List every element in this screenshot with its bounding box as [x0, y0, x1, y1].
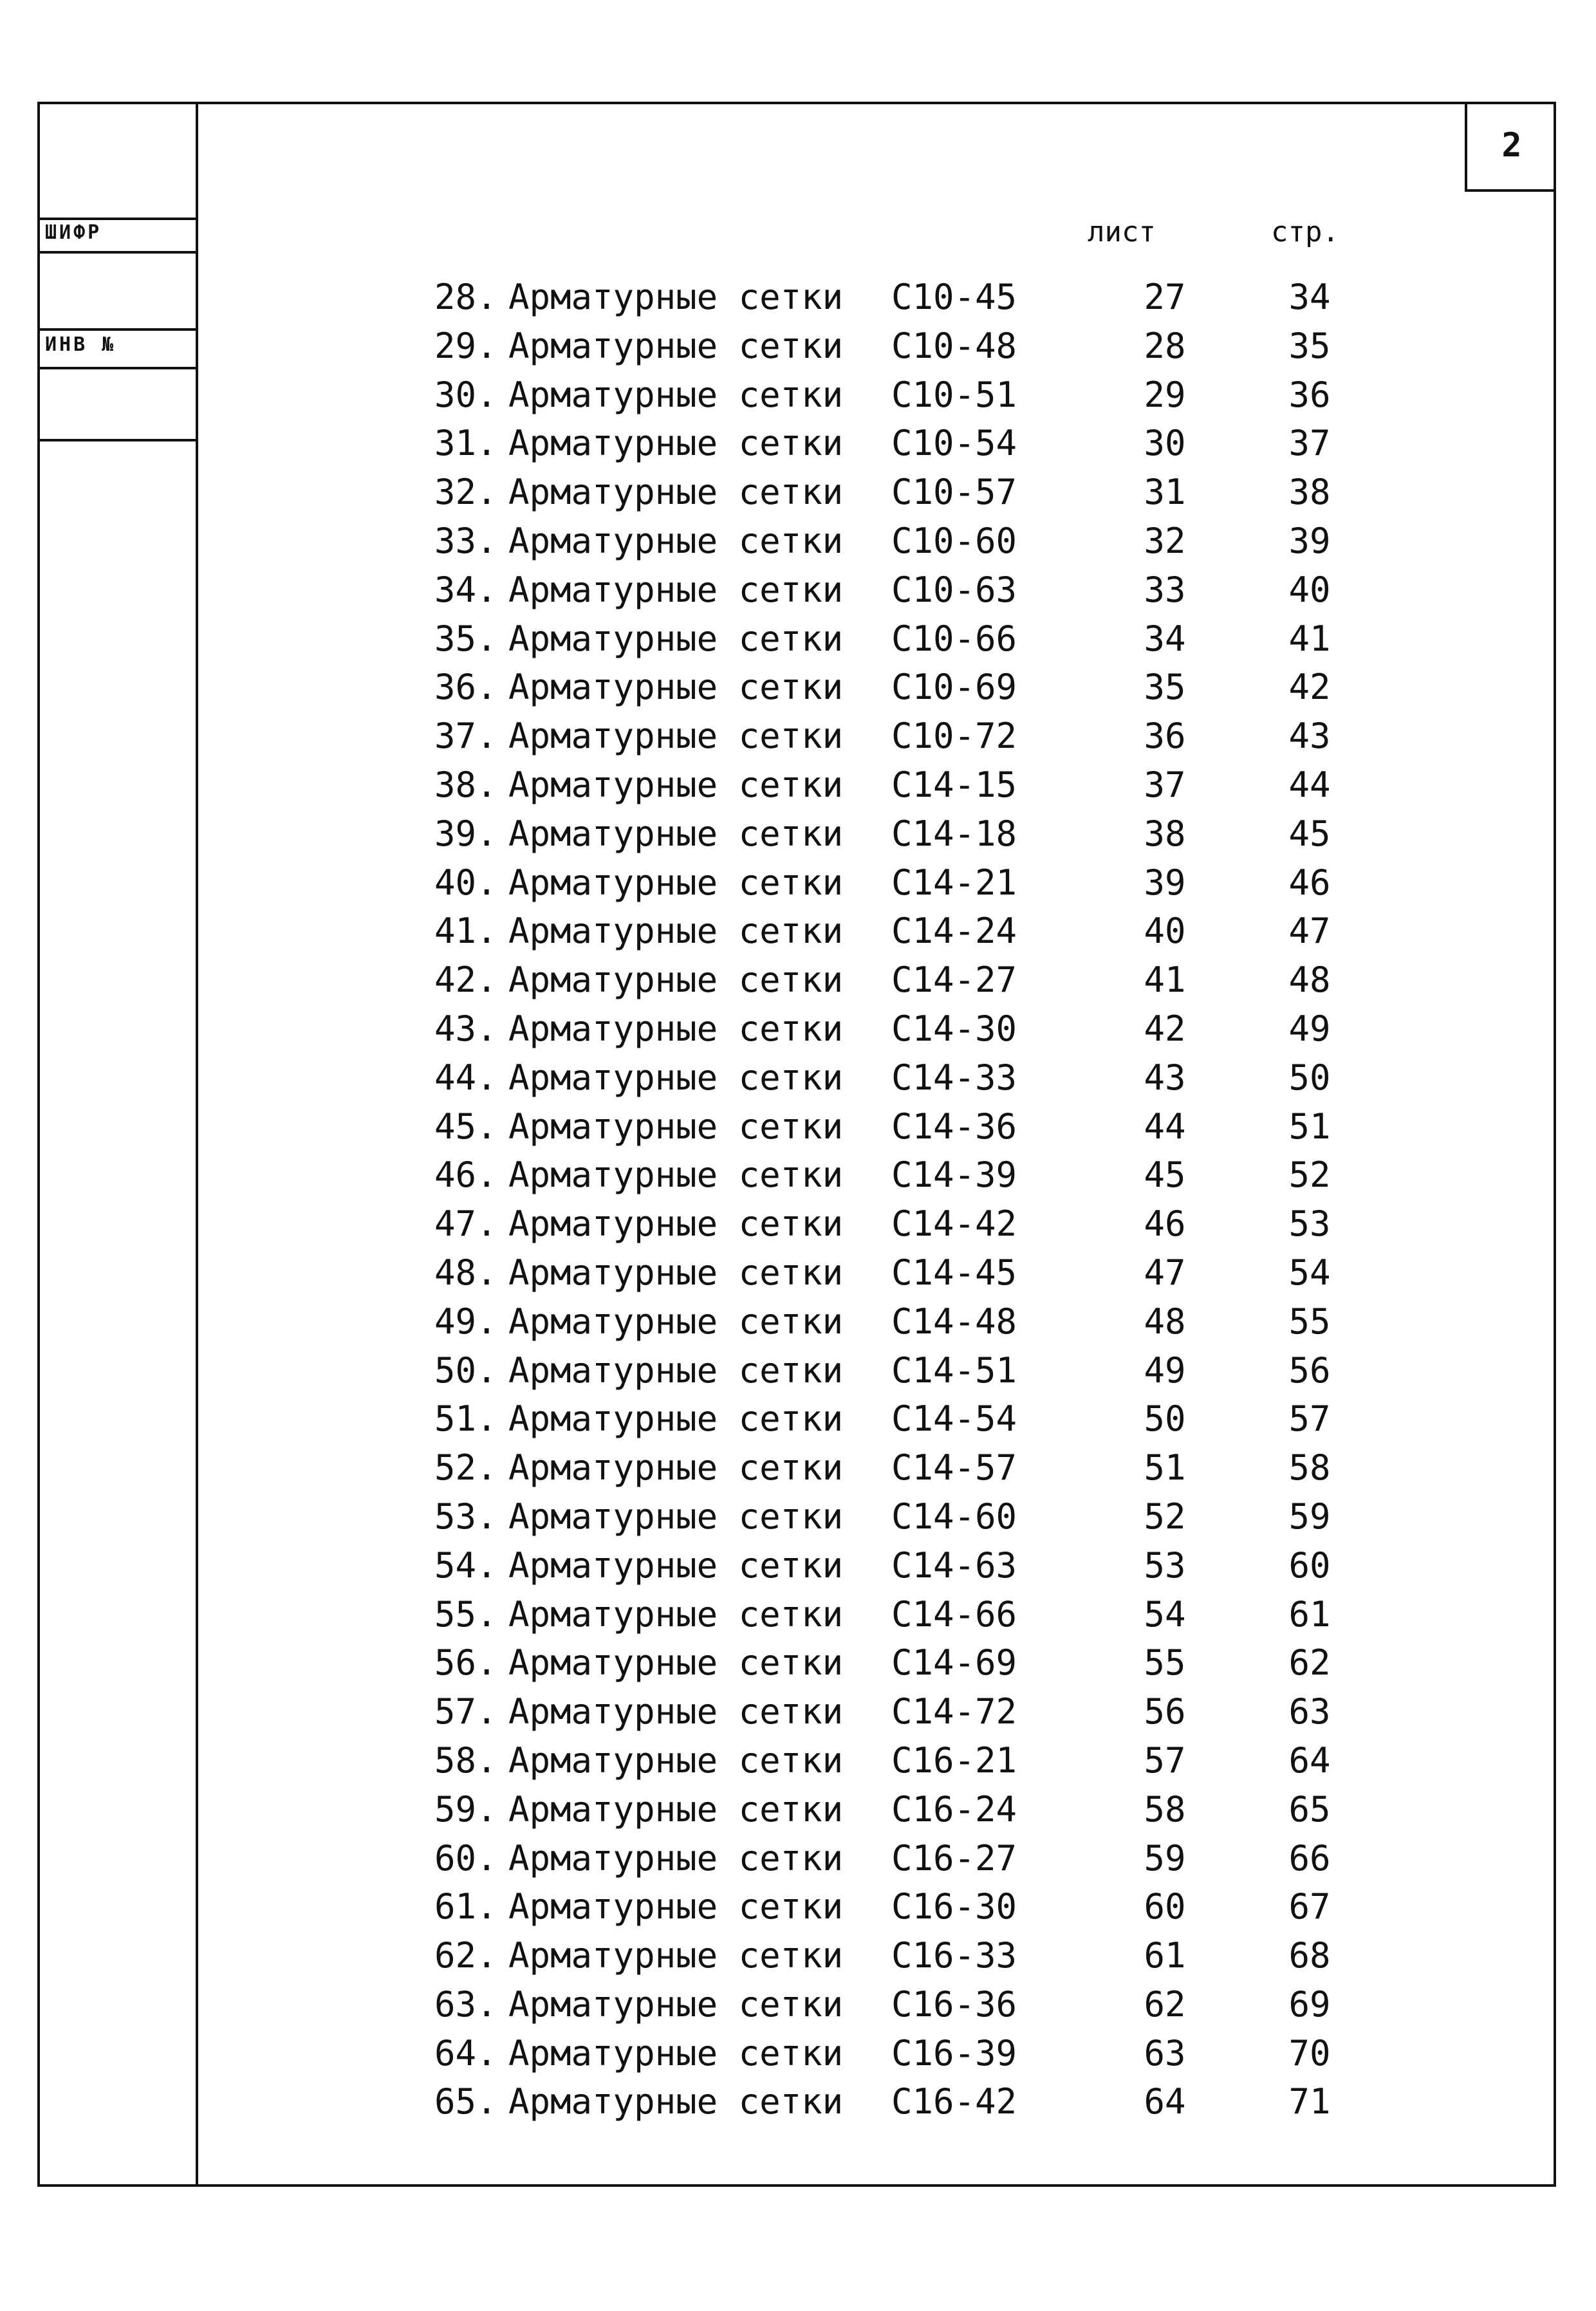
item-number: 32.: [434, 472, 497, 513]
item-name: Арматурные сетки: [508, 1788, 844, 1830]
list-item: [0, 423, 1596, 472]
item-number: 45.: [434, 1106, 497, 1147]
item-page: 35: [1288, 325, 1331, 366]
item-number: 60.: [434, 1837, 497, 1879]
item-name: Арматурные сетки: [508, 1691, 844, 1732]
item-sheet: 44: [1144, 1106, 1186, 1147]
item-name: Арматурные сетки: [508, 716, 844, 757]
item-name: Арматурные сетки: [508, 1252, 844, 1293]
item-code: С10-54: [891, 423, 1017, 464]
list-item: [0, 1496, 1596, 1545]
page-number: 2: [1465, 102, 1556, 192]
item-page: 71: [1288, 2081, 1331, 2122]
contents-list: [0, 277, 1596, 2130]
item-page: 36: [1288, 374, 1331, 415]
item-page: 47: [1288, 911, 1331, 952]
list-item: [0, 1057, 1596, 1106]
item-name: Арматурные сетки: [508, 1740, 844, 1781]
header-page: стр.: [1271, 216, 1339, 248]
item-page: 59: [1288, 1496, 1331, 1537]
item-number: 37.: [434, 716, 497, 757]
item-sheet: 59: [1144, 1837, 1186, 1879]
item-number: 55.: [434, 1593, 497, 1635]
item-number: 30.: [434, 374, 497, 415]
item-sheet: 58: [1144, 1788, 1186, 1830]
list-item: [0, 1106, 1596, 1155]
item-code: С16-42: [891, 2081, 1017, 2122]
item-page: 52: [1288, 1155, 1331, 1196]
item-sheet: 60: [1144, 1886, 1186, 1927]
item-name: Арматурные сетки: [508, 1008, 844, 1049]
item-name: Арматурные сетки: [508, 1203, 844, 1245]
list-item: [0, 521, 1596, 570]
item-page: 69: [1288, 1983, 1331, 2025]
item-code: С14-42: [891, 1203, 1017, 1245]
item-sheet: 56: [1144, 1691, 1186, 1732]
list-item: [0, 1203, 1596, 1252]
item-name: Арматурные сетки: [508, 472, 844, 513]
item-code: С14-66: [891, 1593, 1017, 1635]
item-name: Арматурные сетки: [508, 2032, 844, 2074]
item-name: Арматурные сетки: [508, 1155, 844, 1196]
item-page: 65: [1288, 1788, 1331, 1830]
item-code: С14-24: [891, 911, 1017, 952]
list-item: [0, 1740, 1596, 1789]
item-sheet: 41: [1144, 960, 1186, 1001]
item-page: 60: [1288, 1545, 1331, 1586]
item-name: Арматурные сетки: [508, 1301, 844, 1342]
item-page: 70: [1288, 2032, 1331, 2074]
list-item: [0, 862, 1596, 911]
item-page: 63: [1288, 1691, 1331, 1732]
item-number: 53.: [434, 1496, 497, 1537]
list-item: [0, 911, 1596, 960]
item-name: Арматурные сетки: [508, 1057, 844, 1098]
list-item: [0, 618, 1596, 667]
item-code: С14-57: [891, 1447, 1017, 1489]
list-item: [0, 1008, 1596, 1057]
item-page: 51: [1288, 1106, 1331, 1147]
item-page: 39: [1288, 520, 1331, 561]
item-number: 43.: [434, 1008, 497, 1049]
item-page: 43: [1288, 716, 1331, 757]
item-name: Арматурные сетки: [508, 1837, 844, 1879]
item-page: 55: [1288, 1301, 1331, 1342]
item-page: 40: [1288, 569, 1331, 610]
item-number: 49.: [434, 1301, 497, 1342]
item-name: Арматурные сетки: [508, 764, 844, 805]
list-item: [0, 1789, 1596, 1838]
item-sheet: 55: [1144, 1642, 1186, 1684]
item-page: 68: [1288, 1935, 1331, 1976]
inventory-label: ИНВ №: [45, 333, 116, 356]
list-item: [0, 960, 1596, 1008]
list-item: [0, 1447, 1596, 1496]
item-page: 34: [1288, 277, 1331, 317]
item-name: Арматурные сетки: [508, 1983, 844, 2025]
item-sheet: 50: [1144, 1398, 1186, 1440]
item-number: 39.: [434, 813, 497, 854]
item-code: С10-45: [891, 277, 1017, 317]
item-code: С16-39: [891, 2032, 1017, 2074]
item-sheet: 27: [1144, 277, 1186, 317]
item-page: 53: [1288, 1203, 1331, 1245]
item-page: 50: [1288, 1057, 1331, 1098]
item-page: 56: [1288, 1350, 1331, 1391]
item-name: Арматурные сетки: [508, 862, 844, 903]
item-page: 61: [1288, 1593, 1331, 1635]
item-number: 64.: [434, 2032, 497, 2074]
item-number: 31.: [434, 423, 497, 464]
item-number: 38.: [434, 764, 497, 805]
item-sheet: 42: [1144, 1008, 1186, 1049]
item-sheet: 33: [1144, 569, 1186, 610]
item-number: 51.: [434, 1398, 497, 1440]
item-sheet: 36: [1144, 716, 1186, 757]
item-code: С10-63: [891, 569, 1017, 610]
item-code: С16-30: [891, 1886, 1017, 1927]
item-page: 41: [1288, 618, 1331, 659]
item-name: Арматурные сетки: [508, 569, 844, 610]
list-item: [0, 1252, 1596, 1301]
item-name: Арматурные сетки: [508, 911, 844, 952]
item-number: 62.: [434, 1935, 497, 1976]
item-code: С14-36: [891, 1106, 1017, 1147]
list-item: [0, 1984, 1596, 2033]
item-name: Арматурные сетки: [508, 325, 844, 366]
item-sheet: 51: [1144, 1447, 1186, 1489]
item-code: С14-45: [891, 1252, 1017, 1293]
item-number: 59.: [434, 1788, 497, 1830]
item-code: С16-33: [891, 1935, 1017, 1976]
item-sheet: 38: [1144, 813, 1186, 854]
item-number: 33.: [434, 520, 497, 561]
item-sheet: 35: [1144, 667, 1186, 708]
item-sheet: 40: [1144, 911, 1186, 952]
item-code: С14-27: [891, 960, 1017, 1001]
item-number: 58.: [434, 1740, 497, 1781]
list-item: [0, 1838, 1596, 1887]
item-number: 47.: [434, 1203, 497, 1245]
item-number: 28.: [434, 277, 497, 317]
item-name: Арматурные сетки: [508, 1398, 844, 1440]
item-code: С14-15: [891, 764, 1017, 805]
item-code: С14-54: [891, 1398, 1017, 1440]
item-number: 61.: [434, 1886, 497, 1927]
item-page: 64: [1288, 1740, 1331, 1781]
item-name: Арматурные сетки: [508, 618, 844, 659]
list-item: [0, 1545, 1596, 1594]
list-item: [0, 1155, 1596, 1203]
item-page: 37: [1288, 423, 1331, 464]
item-code: С16-27: [891, 1837, 1017, 1879]
item-page: 67: [1288, 1886, 1331, 1927]
stamp-divider: [37, 218, 198, 220]
list-item: [0, 472, 1596, 521]
item-name: Арматурные сетки: [508, 423, 844, 464]
item-sheet: 34: [1144, 618, 1186, 659]
list-item: [0, 326, 1596, 375]
item-code: С16-24: [891, 1788, 1017, 1830]
item-page: 45: [1288, 813, 1331, 854]
item-number: 34.: [434, 569, 497, 610]
item-sheet: 45: [1144, 1155, 1186, 1196]
item-code: С14-21: [891, 862, 1017, 903]
item-code: С14-63: [891, 1545, 1017, 1586]
item-number: 35.: [434, 618, 497, 659]
item-page: 42: [1288, 667, 1331, 708]
item-code: С14-33: [891, 1057, 1017, 1098]
item-number: 29.: [434, 325, 497, 366]
item-page: 54: [1288, 1252, 1331, 1293]
item-page: 38: [1288, 472, 1331, 513]
item-number: 41.: [434, 911, 497, 952]
stamp-divider: [37, 251, 198, 254]
item-name: Арматурные сетки: [508, 2081, 844, 2122]
item-name: Арматурные сетки: [508, 1642, 844, 1684]
item-number: 50.: [434, 1350, 497, 1391]
list-item: [0, 277, 1596, 326]
item-code: С16-21: [891, 1740, 1017, 1781]
item-code: С10-66: [891, 618, 1017, 659]
item-number: 42.: [434, 960, 497, 1001]
item-sheet: 37: [1144, 764, 1186, 805]
item-name: Арматурные сетки: [508, 1545, 844, 1586]
item-page: 66: [1288, 1837, 1331, 1879]
list-item: [0, 1886, 1596, 1935]
item-code: С14-18: [891, 813, 1017, 854]
list-item: [0, 2033, 1596, 2082]
item-sheet: 39: [1144, 862, 1186, 903]
item-name: Арматурные сетки: [508, 520, 844, 561]
item-name: Арматурные сетки: [508, 1593, 844, 1635]
item-code: С14-51: [891, 1350, 1017, 1391]
item-sheet: 47: [1144, 1252, 1186, 1293]
item-sheet: 63: [1144, 2032, 1186, 2074]
item-code: С10-48: [891, 325, 1017, 366]
item-code: С14-48: [891, 1301, 1017, 1342]
item-sheet: 57: [1144, 1740, 1186, 1781]
item-sheet: 31: [1144, 472, 1186, 513]
item-code: С14-60: [891, 1496, 1017, 1537]
item-page: 49: [1288, 1008, 1331, 1049]
item-page: 57: [1288, 1398, 1331, 1440]
item-code: С10-51: [891, 374, 1017, 415]
list-item: [0, 813, 1596, 862]
item-sheet: 62: [1144, 1983, 1186, 2025]
item-name: Арматурные сетки: [508, 1106, 844, 1147]
item-code: С14-69: [891, 1642, 1017, 1684]
item-sheet: 28: [1144, 325, 1186, 366]
item-sheet: 53: [1144, 1545, 1186, 1586]
list-item: [0, 667, 1596, 716]
item-sheet: 43: [1144, 1057, 1186, 1098]
item-page: 44: [1288, 764, 1331, 805]
item-name: Арматурные сетки: [508, 1496, 844, 1537]
item-page: 46: [1288, 862, 1331, 903]
item-sheet: 52: [1144, 1496, 1186, 1537]
list-item: [0, 1642, 1596, 1691]
item-page: 48: [1288, 960, 1331, 1001]
item-code: С14-30: [891, 1008, 1017, 1049]
item-name: Арматурные сетки: [508, 960, 844, 1001]
list-item: [0, 1935, 1596, 1984]
item-number: 56.: [434, 1642, 497, 1684]
list-item: [0, 1594, 1596, 1643]
item-number: 36.: [434, 667, 497, 708]
item-sheet: 49: [1144, 1350, 1186, 1391]
item-sheet: 64: [1144, 2081, 1186, 2122]
item-number: 65.: [434, 2081, 497, 2122]
item-code: С10-57: [891, 472, 1017, 513]
item-code: С14-39: [891, 1155, 1017, 1196]
item-sheet: 54: [1144, 1593, 1186, 1635]
item-sheet: 30: [1144, 423, 1186, 464]
list-item: [0, 375, 1596, 423]
item-name: Арматурные сетки: [508, 1935, 844, 1976]
item-number: 46.: [434, 1155, 497, 1196]
list-item: [0, 570, 1596, 618]
list-item: [0, 716, 1596, 765]
item-name: Арматурные сетки: [508, 667, 844, 708]
item-number: 54.: [434, 1545, 497, 1586]
item-name: Арматурные сетки: [508, 374, 844, 415]
list-item: [0, 1350, 1596, 1399]
header-sheet: лист: [1088, 216, 1156, 248]
item-sheet: 32: [1144, 520, 1186, 561]
item-code: С16-36: [891, 1983, 1017, 2025]
item-sheet: 29: [1144, 374, 1186, 415]
item-number: 44.: [434, 1057, 497, 1098]
item-name: Арматурные сетки: [508, 1447, 844, 1489]
list-item: [0, 2081, 1596, 2130]
item-page: 58: [1288, 1447, 1331, 1489]
list-item: [0, 1398, 1596, 1447]
item-page: 62: [1288, 1642, 1331, 1684]
item-name: Арматурные сетки: [508, 813, 844, 854]
item-code: С10-72: [891, 716, 1017, 757]
item-sheet: 61: [1144, 1935, 1186, 1976]
cipher-label: ШИФР: [45, 221, 102, 244]
item-number: 48.: [434, 1252, 497, 1293]
item-number: 63.: [434, 1983, 497, 2025]
item-code: С14-72: [891, 1691, 1017, 1732]
item-code: С10-60: [891, 520, 1017, 561]
item-name: Арматурные сетки: [508, 277, 844, 317]
item-number: 57.: [434, 1691, 497, 1732]
list-item: [0, 765, 1596, 813]
item-number: 40.: [434, 862, 497, 903]
item-name: Арматурные сетки: [508, 1886, 844, 1927]
item-sheet: 48: [1144, 1301, 1186, 1342]
list-item: [0, 1691, 1596, 1740]
item-number: 52.: [434, 1447, 497, 1489]
item-sheet: 46: [1144, 1203, 1186, 1245]
item-code: С10-69: [891, 667, 1017, 708]
list-item: [0, 1301, 1596, 1350]
item-name: Арматурные сетки: [508, 1350, 844, 1391]
